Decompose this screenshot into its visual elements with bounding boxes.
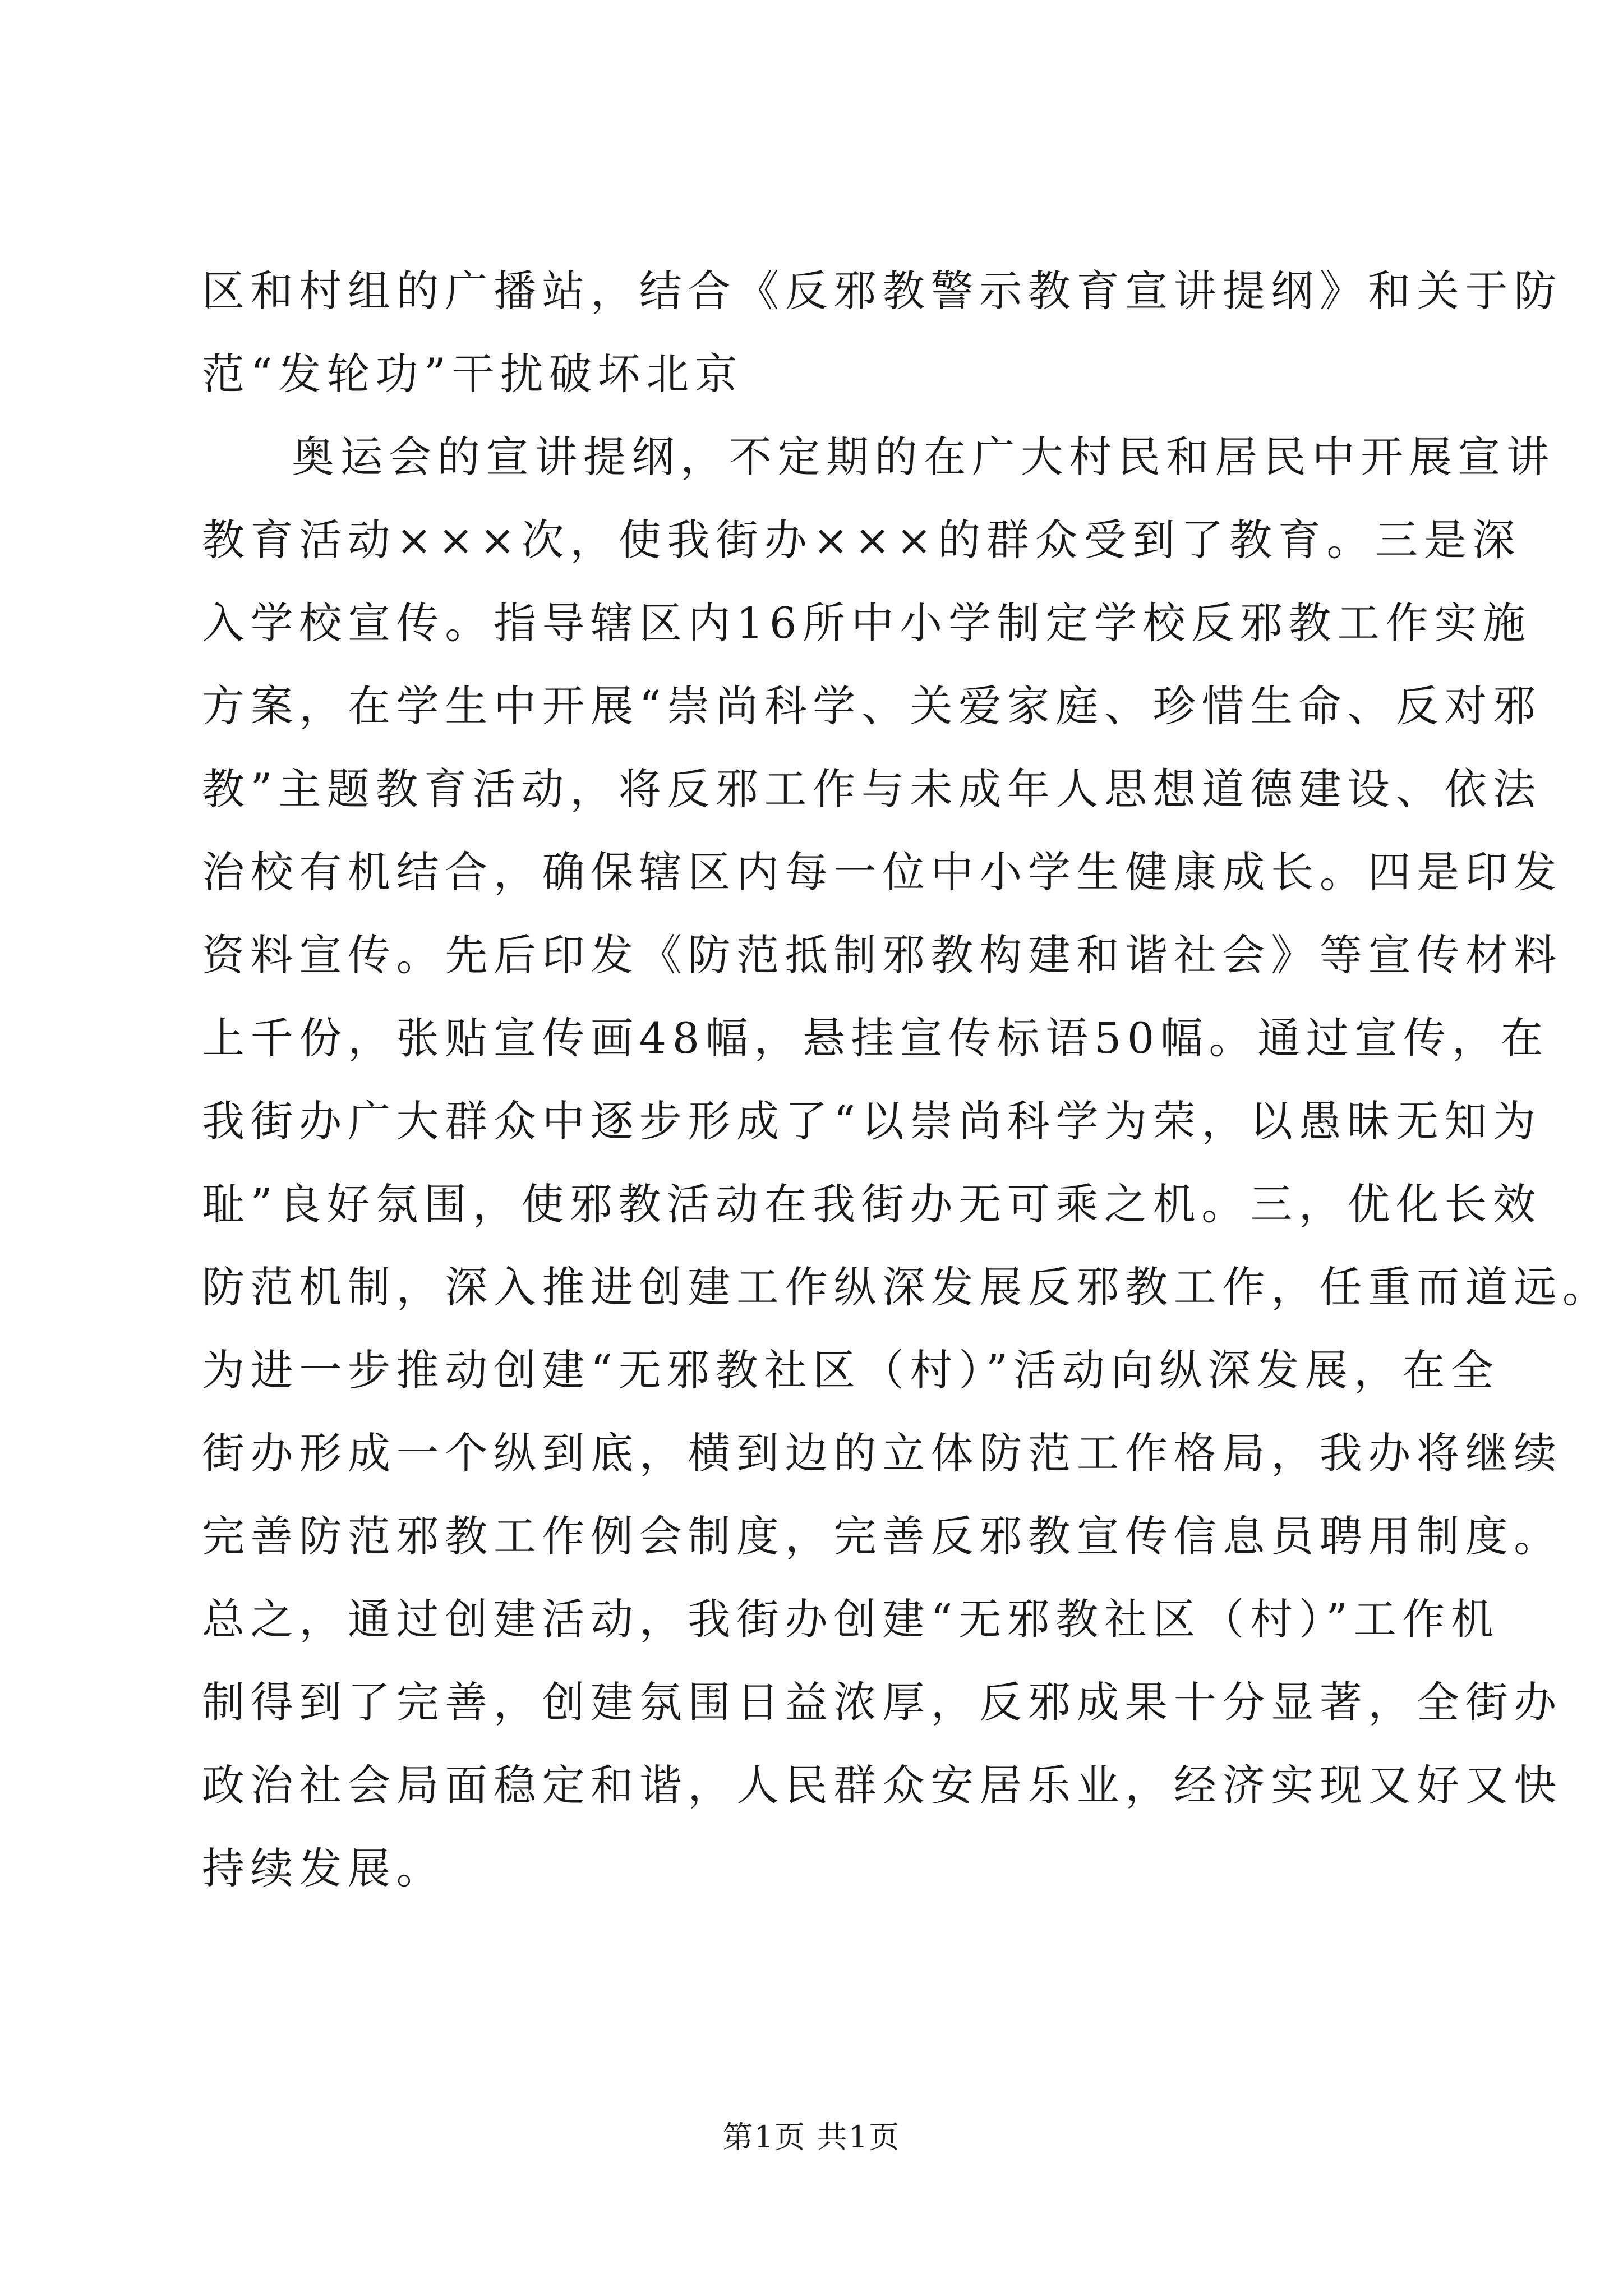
text-line: 入学校宣传。指导辖区内16所中小学制定学校反邪教工作实施 [202,598,1532,648]
text-line: 范“发轮功”干扰破坏北京 [202,349,744,399]
text-line: 政治社会局面稳定和谐，人民群众安居乐业，经济实现又好又快 [202,1760,1562,1810]
text-line: 我街办广大群众中逐步形成了“以崇尚科学为荣，以愚昧无知为 [202,1096,1542,1146]
text-line: 总之，通过创建活动，我街办创建“无邪教社区（村）”工作机 [202,1594,1500,1644]
text-line: 奥运会的宣讲提纲，不定期的在广大村民和居民中开展宣讲 [292,432,1555,482]
page-number-label: 第1页 共1页 [722,2119,901,2155]
page-footer [0,2115,1623,2160]
text-line: 耻”良好氛围，使邪教活动在我街办无可乘之机。三，优化长效 [202,1179,1542,1229]
text-line: 方案，在学生中开展“崇尚科学、关爱家庭、珍惜生命、反对邪 [202,681,1542,731]
text-line: 完善防范邪教工作例会制度，完善反邪教宣传信息员聘用制度。 [202,1511,1562,1561]
text-line: 制得到了完善，创建氛围日益浓厚，反邪成果十分显著，全街办 [202,1677,1562,1727]
text-line: 为进一步推动创建“无邪教社区（村）”活动向纵深发展，在全 [202,1345,1500,1395]
text-line: 持续发展。 [202,1843,445,1893]
text-line: 防范机制，深入推进创建工作纵深发展反邪教工作，任重而道远。 [202,1262,1611,1312]
text-line: 教育活动×××次，使我街办×××的群众受到了教育。三是深 [202,515,1521,565]
text-line: 区和村组的广播站，结合《反邪教警示教育宣讲提纲》和关于防 [202,266,1562,316]
text-line: 资料宣传。先后印发《防范抵制邪教构建和谐社会》等宣传材料 [202,930,1562,980]
text-line: 教”主题教育活动，将反邪工作与未成年人思想道德建设、依法 [202,764,1542,814]
document-body [202,250,1611,1910]
text-line: 治校有机结合，确保辖区内每一位中小学生健康成长。四是印发 [202,847,1562,897]
text-line: 上千份，张贴宣传画48幅，悬挂宣传标语50幅。通过宣传，在 [202,1013,1549,1063]
text-line: 街办形成一个纵到底，横到边的立体防范工作格局，我办将继续 [202,1428,1562,1478]
